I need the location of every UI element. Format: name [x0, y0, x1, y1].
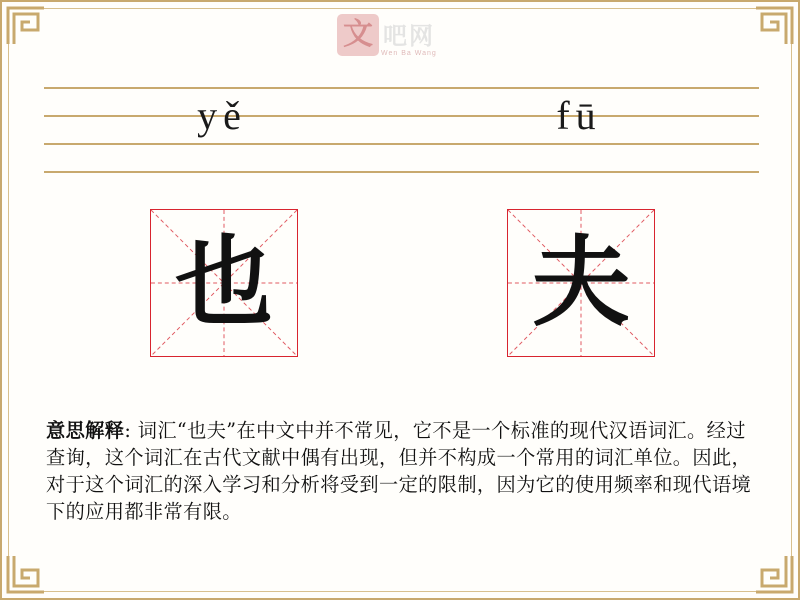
character-2: 夫	[531, 225, 630, 340]
pinyin-1: yě	[197, 93, 247, 138]
corner-ornament-top-left	[4, 4, 48, 48]
corner-ornament-bottom-left	[4, 552, 48, 596]
character-grid-2	[507, 209, 655, 357]
logo-subtitle: Wen Ba Wang	[381, 50, 437, 57]
pinyin-rule-4	[44, 171, 759, 173]
meaning-paragraph	[46, 417, 762, 525]
meaning-colon: :	[124, 419, 138, 442]
logo-name: 吧网	[383, 21, 435, 50]
corner-ornament-top-right	[752, 4, 796, 48]
character-grid-1	[150, 209, 298, 357]
pinyin-2: fū	[556, 93, 602, 138]
logo-mark: 文	[337, 14, 379, 56]
site-watermark-logo	[337, 12, 472, 67]
meaning-text: 词汇“也夫”在中文中并不常见，它不是一个标准的现代汉语词汇。经过查询，这个词汇在古代文献中偶有出现，但并不构成一个常用的词汇单位。因此，对于这个词汇的深入学习和分析将受到一定的限制，因为它的使用频率和现代语境下的应用都非常有限。	[46, 419, 752, 523]
meaning-label: 意思解释	[46, 419, 125, 442]
character-1: 也	[174, 225, 273, 340]
corner-ornament-bottom-right	[752, 552, 796, 596]
